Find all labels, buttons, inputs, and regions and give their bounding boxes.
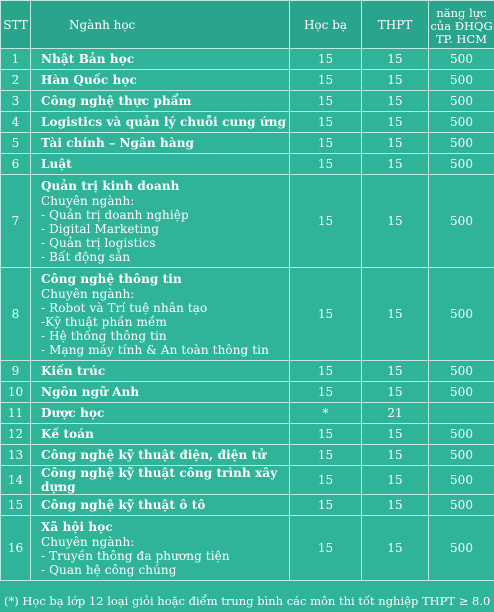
table-row <box>1 516 494 581</box>
row-stt: 7 <box>1 175 31 268</box>
row-capacity-score: 500 <box>429 112 494 133</box>
row-major <box>31 424 290 445</box>
row-hocba-score: * <box>290 403 362 424</box>
table-row <box>1 91 494 112</box>
row-stt: 5 <box>1 133 31 154</box>
row-thpt-score: 15 <box>362 424 429 445</box>
row-hocba-score: 15 <box>290 495 362 516</box>
row-major <box>31 403 290 424</box>
row-hocba-score: 15 <box>290 445 362 466</box>
row-thpt-score: 15 <box>362 154 429 175</box>
column-header-stt: STT <box>1 1 31 49</box>
row-thpt-score: 15 <box>362 70 429 91</box>
table-row <box>1 112 494 133</box>
row-capacity-score: 500 <box>429 175 494 268</box>
table-body <box>1 49 494 581</box>
major-title: Dược học <box>41 406 105 420</box>
row-hocba-score: 15 <box>290 361 362 382</box>
row-capacity-score <box>429 403 494 424</box>
specialization-line: - Truyền thông đa phương tiện <box>41 549 230 563</box>
row-capacity-score: 500 <box>429 91 494 112</box>
row-hocba-score: 15 <box>290 175 362 268</box>
row-capacity-score: 500 <box>429 268 494 361</box>
row-major <box>31 445 290 466</box>
column-header-major: Ngành học <box>31 1 290 49</box>
row-stt: 3 <box>1 91 31 112</box>
major-title: Quản trị kinh doanh <box>41 179 180 193</box>
row-major <box>31 361 290 382</box>
capacity-header-line: năng lực <box>436 6 487 20</box>
specialization-line: - Quản trị logistics <box>41 236 156 250</box>
row-major <box>31 49 290 70</box>
row-stt: 12 <box>1 424 31 445</box>
row-stt: 6 <box>1 154 31 175</box>
major-title: Công nghệ kỹ thuật điện, điện tử <box>41 448 267 462</box>
row-major <box>31 133 290 154</box>
row-capacity-score: 500 <box>429 516 494 581</box>
table-row <box>1 495 494 516</box>
major-title: Luật <box>41 157 72 171</box>
major-title: Kế toán <box>41 427 94 441</box>
specialization-line: - Digital Marketing <box>41 222 159 236</box>
table-row <box>1 70 494 91</box>
capacity-header-line: của ĐHQG <box>430 19 493 33</box>
row-stt: 11 <box>1 403 31 424</box>
footnote: (*) Học bạ lớp 12 loại giỏi hoặc điểm trung bình các môn thi tốt nghiệp THPT ≥ 8.0 <box>4 594 491 608</box>
capacity-header-line: TP. HCM <box>436 32 487 46</box>
specialization-line: - Quản trị doanh nghiệp <box>41 208 189 222</box>
table-row <box>1 175 494 268</box>
row-thpt-score: 15 <box>362 49 429 70</box>
row-stt: 14 <box>1 466 31 495</box>
row-hocba-score: 15 <box>290 382 362 403</box>
row-thpt-score: 15 <box>362 516 429 581</box>
row-thpt-score: 15 <box>362 175 429 268</box>
row-capacity-score: 500 <box>429 495 494 516</box>
major-title: Công nghệ kỹ thuật ô tô <box>41 498 206 512</box>
row-capacity-score: 500 <box>429 445 494 466</box>
specialization-line: -Kỹ thuật phần mềm <box>41 315 167 329</box>
row-thpt-score: 15 <box>362 466 429 495</box>
row-thpt-score: 15 <box>362 445 429 466</box>
row-stt: 4 <box>1 112 31 133</box>
row-stt: 9 <box>1 361 31 382</box>
row-capacity-score: 500 <box>429 70 494 91</box>
row-thpt-score: 21 <box>362 403 429 424</box>
row-stt: 15 <box>1 495 31 516</box>
row-hocba-score: 15 <box>290 112 362 133</box>
column-header-thpt: THPT <box>362 1 429 49</box>
row-thpt-score: 15 <box>362 382 429 403</box>
row-thpt-score: 15 <box>362 495 429 516</box>
specialization-line: Chuyên ngành: <box>41 535 135 549</box>
row-capacity-score: 500 <box>429 154 494 175</box>
row-major <box>31 175 290 268</box>
specialization-line: - Bất động sản <box>41 250 131 264</box>
column-header-hocba: Học bạ <box>290 1 362 49</box>
row-major <box>31 154 290 175</box>
table-row <box>1 49 494 70</box>
major-title: Logistics và quản lý chuỗi cung ứng <box>41 115 287 129</box>
row-capacity-score: 500 <box>429 466 494 495</box>
row-major <box>31 268 290 361</box>
specialization-line: - Quan hệ công chúng <box>41 563 177 577</box>
row-hocba-score: 15 <box>290 466 362 495</box>
column-header-capacity <box>429 1 494 49</box>
major-title: Công nghệ thông tin <box>41 272 182 286</box>
row-capacity-score: 500 <box>429 49 494 70</box>
row-major <box>31 516 290 581</box>
row-stt: 2 <box>1 70 31 91</box>
row-thpt-score: 15 <box>362 268 429 361</box>
table-header <box>1 1 494 49</box>
major-title: Xã hội học <box>41 520 113 534</box>
row-stt: 8 <box>1 268 31 361</box>
specialization-line: Chuyên ngành: <box>41 287 135 301</box>
row-thpt-score: 15 <box>362 91 429 112</box>
row-stt: 13 <box>1 445 31 466</box>
major-title: Ngôn ngữ Anh <box>41 385 140 399</box>
specialization-line: - Mạng máy tính & An toàn thông tin <box>41 343 269 357</box>
specialization-line: - Robot và Trí tuệ nhân tạo <box>41 301 208 315</box>
specialization-line: - Hệ thống thông tin <box>41 329 167 343</box>
row-hocba-score: 15 <box>290 268 362 361</box>
row-thpt-score: 15 <box>362 133 429 154</box>
row-hocba-score: 15 <box>290 49 362 70</box>
major-title: Công nghệ thực phẩm <box>41 94 192 108</box>
row-thpt-score: 15 <box>362 361 429 382</box>
table-row <box>1 361 494 382</box>
row-major <box>31 112 290 133</box>
table-row <box>1 466 494 495</box>
row-major <box>31 70 290 91</box>
major-title: Công nghệ kỹ thuật công trình xây dựng <box>41 466 278 494</box>
table-row <box>1 268 494 361</box>
row-capacity-score: 500 <box>429 361 494 382</box>
table-row <box>1 154 494 175</box>
row-major <box>31 91 290 112</box>
row-hocba-score: 15 <box>290 516 362 581</box>
row-stt: 10 <box>1 382 31 403</box>
row-hocba-score: 15 <box>290 424 362 445</box>
row-capacity-score: 500 <box>429 382 494 403</box>
row-major <box>31 382 290 403</box>
major-title: Nhật Bản học <box>41 52 135 66</box>
table-row <box>1 445 494 466</box>
row-thpt-score: 15 <box>362 112 429 133</box>
row-capacity-score: 500 <box>429 424 494 445</box>
table-row <box>1 382 494 403</box>
major-title: Tài chính – Ngân hàng <box>41 136 195 150</box>
row-hocba-score: 15 <box>290 91 362 112</box>
specialization-line: Chuyên ngành: <box>41 194 135 208</box>
row-hocba-score: 15 <box>290 154 362 175</box>
row-major <box>31 495 290 516</box>
row-stt: 16 <box>1 516 31 581</box>
table-row <box>1 403 494 424</box>
table-row <box>1 133 494 154</box>
row-hocba-score: 15 <box>290 70 362 91</box>
table-row <box>1 424 494 445</box>
major-title: Hàn Quốc học <box>41 73 137 87</box>
row-stt: 1 <box>1 49 31 70</box>
major-title: Kiến trúc <box>41 364 106 378</box>
row-capacity-score: 500 <box>429 133 494 154</box>
row-major <box>31 466 290 495</box>
row-hocba-score: 15 <box>290 133 362 154</box>
